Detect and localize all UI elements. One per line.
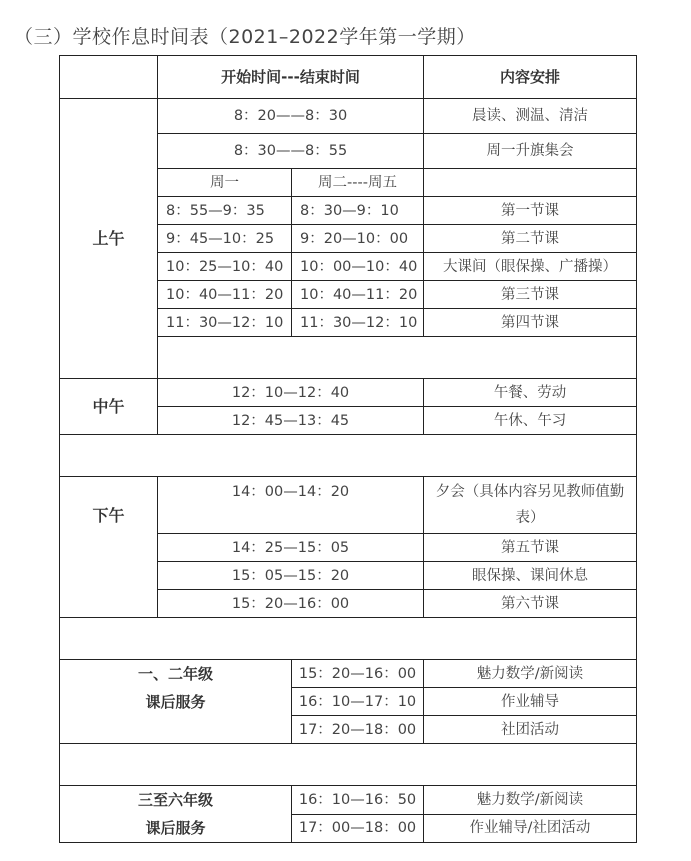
content-cell: 第三节课 xyxy=(424,281,637,309)
tue-fri-time-cell: 11：30—12：10 xyxy=(292,309,424,337)
content-cell: 魅力数学/新阅读 xyxy=(424,786,637,815)
time-cell: 16：10—16：50 xyxy=(292,786,424,815)
tue-fri-time-cell: 9：20—10：00 xyxy=(292,225,424,253)
monday-time-cell: 11：30—12：10 xyxy=(158,309,292,337)
tue-fri-time-cell: 10：00—10：40 xyxy=(292,253,424,281)
content-cell: 大课间（眼保操、广播操） xyxy=(424,253,637,281)
table-row xyxy=(60,786,637,815)
subheader-monday: 周一 xyxy=(158,169,292,197)
subheader-content xyxy=(424,169,637,197)
table-row xyxy=(60,379,637,407)
content-cell: 晨读、测温、清洁 xyxy=(424,99,637,134)
period-afternoon: 下午 xyxy=(60,477,158,618)
monday-time-cell: 10：40—11：20 xyxy=(158,281,292,309)
subheader-tue-fri: 周二----周五 xyxy=(292,169,424,197)
content-cell: 第六节课 xyxy=(424,590,637,618)
content-cell: 夕会（具体内容另见教师值勤表） xyxy=(424,477,637,534)
blank-separator-row xyxy=(60,435,637,477)
time-cell: 14：25—15：05 xyxy=(158,534,424,562)
time-cell: 15：05—15：20 xyxy=(158,562,424,590)
monday-time-cell: 10：25—10：40 xyxy=(158,253,292,281)
blank-cell xyxy=(60,435,637,477)
content-cell: 午餐、劳动 xyxy=(424,379,637,407)
label-line-1: 一、二年级 xyxy=(137,665,213,683)
blank-cell xyxy=(60,744,637,786)
time-cell: 15：20—16：00 xyxy=(158,590,424,618)
time-cell: 15：20—16：00 xyxy=(292,660,424,688)
blank-separator-row xyxy=(60,618,637,660)
content-cell: 第一节课 xyxy=(424,197,637,225)
content-cell: 社团活动 xyxy=(424,716,637,744)
label-line-1: 三至六年级 xyxy=(137,791,213,809)
time-cell: 12：45—13：45 xyxy=(158,407,424,435)
blank-cell xyxy=(158,337,637,379)
content-cell: 第五节课 xyxy=(424,534,637,562)
time-cell: 17：20—18：00 xyxy=(292,716,424,744)
table-row xyxy=(60,99,637,134)
header-content: 内容安排 xyxy=(424,56,637,99)
content-cell: 魅力数学/新阅读 xyxy=(424,660,637,688)
content-cell: 眼保操、课间休息 xyxy=(424,562,637,590)
tue-fri-time-cell: 8：30—9：10 xyxy=(292,197,424,225)
after-school-grade-1-2-label xyxy=(60,660,292,744)
content-cell: 作业辅导 xyxy=(424,688,637,716)
label-line-2: 课后服务 xyxy=(145,819,206,837)
content-cell: 作业辅导/社团活动 xyxy=(424,814,637,843)
content-cell: 午休、午习 xyxy=(424,407,637,435)
monday-time-cell: 8：55—9：35 xyxy=(158,197,292,225)
content-cell: 第四节课 xyxy=(424,309,637,337)
schedule-table xyxy=(59,55,637,843)
header-period xyxy=(60,56,158,99)
content-cell: 周一升旗集会 xyxy=(424,134,637,169)
time-cell: 17：00—18：00 xyxy=(292,814,424,843)
monday-time-cell: 9：45—10：25 xyxy=(158,225,292,253)
blank-cell xyxy=(60,618,637,660)
time-cell: 12：10—12：40 xyxy=(158,379,424,407)
time-cell: 8：20——8：30 xyxy=(158,99,424,134)
table-row xyxy=(60,660,637,688)
table-row xyxy=(60,477,637,534)
header-time: 开始时间---结束时间 xyxy=(158,56,424,99)
header-row xyxy=(60,56,637,99)
blank-separator-row xyxy=(60,744,637,786)
period-noon: 中午 xyxy=(60,379,158,435)
label-line-2: 课后服务 xyxy=(145,693,206,711)
time-cell: 8：30——8：55 xyxy=(158,134,424,169)
content-cell: 第二节课 xyxy=(424,225,637,253)
time-cell: 14：00—14：20 xyxy=(158,477,424,534)
tue-fri-time-cell: 10：40—11：20 xyxy=(292,281,424,309)
after-school-grade-3-6-label xyxy=(60,786,292,843)
period-morning: 上午 xyxy=(60,99,158,379)
page-title: （三）学校作息时间表（2021–2022学年第一学期） xyxy=(14,26,476,48)
time-cell: 16：10—17：10 xyxy=(292,688,424,716)
